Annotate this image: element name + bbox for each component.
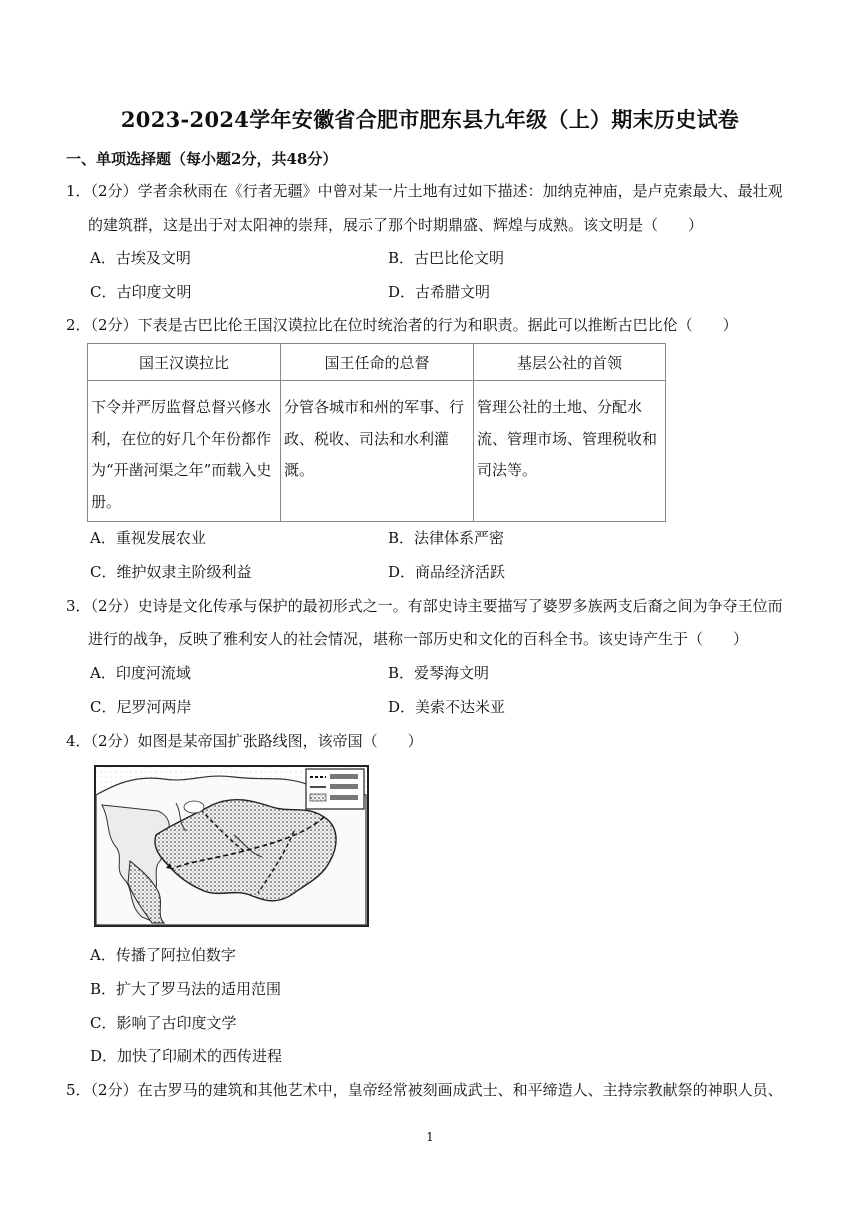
- table-cell: 下令并严厉监督总督兴修水利，在位的好几个年份都作为“开凿河渠之年”而载入史册。: [88, 381, 281, 522]
- page-title: 2023-2024学年安徽省合肥市肥东县九年级（上）期末历史试卷: [120, 107, 740, 132]
- question-3-stem-cont: 进行的战争，反映了雅利安人的社会情况，堪称一部历史和文化的百科全书。该史诗产生于（ ）: [88, 630, 749, 648]
- question-3-option-a: A．印度河流域: [90, 664, 191, 682]
- table-header-cell: 国王任命的总督: [281, 344, 474, 381]
- question-2-option-a: A．重视发展农业: [90, 529, 206, 547]
- map-illustration: [94, 765, 369, 927]
- question-3-option-c: C．尼罗河两岸: [90, 698, 192, 716]
- question-2-option-b: B．法律体系严密: [388, 529, 505, 547]
- table-cell: 管理公社的土地、分配水流、管理市场、管理税收和司法等。: [474, 381, 666, 522]
- table-header-cell: 基层公社的首领: [474, 344, 666, 381]
- question-4-option-c: C．影响了古印度文学: [90, 1014, 237, 1032]
- question-1-option-d: D．古希腊文明: [388, 283, 491, 301]
- question-4-stem: 4．（2分）如图是某帝国扩张路线图，该帝国（ ）: [66, 732, 423, 750]
- question-5-stem: 5．（2分）在古罗马的建筑和其他艺术中，皇帝经常被刻画成武士、和平缔造人、主持宗教献祭的神职人员、: [66, 1081, 783, 1099]
- question-3-option-b: B．爱琴海文明: [388, 664, 490, 682]
- question-1-stem: 1．（2分）学者余秋雨在《行者无疆》中曾对某一片土地有过如下描述：加纳克神庙，是卢克索最大、最壮观: [66, 182, 783, 200]
- question-1-option-c: C．古印度文明: [90, 283, 192, 301]
- table-row: [88, 381, 666, 522]
- page-number: 1: [426, 1130, 434, 1144]
- section-title: 一、单项选择题（每小题2分，共48分）: [66, 150, 338, 168]
- question-1-stem-cont: 的建筑群，这是出于对太阳神的崇拜，展示了那个时期鼎盛、辉煌与成熟。该文明是（ ）: [88, 216, 704, 234]
- table-cell: 分管各城市和州的军事、行政、税收、司法和水利灌溉。: [281, 381, 474, 522]
- question-3-option-d: D．美索不达米亚: [388, 698, 506, 716]
- question-3-stem: 3．（2分）史诗是文化传承与保护的最初形式之一。有部史诗主要描写了婆罗多族两支后裔之间为争夺王位而: [66, 597, 783, 615]
- question-4-option-a: A．传播了阿拉伯数字: [90, 946, 236, 964]
- table-header-row: [88, 344, 666, 381]
- empire-expansion-map: [94, 765, 369, 927]
- question-2-table: [87, 343, 666, 522]
- question-2-option-d: D．商品经济活跃: [388, 563, 506, 581]
- question-4-option-d: D．加快了印刷术的西传进程: [90, 1047, 283, 1065]
- question-2-stem: 2．（2分）下表是古巴比伦王国汉谟拉比在位时统治者的行为和职责。据此可以推断古巴比伦（ ）: [66, 316, 738, 334]
- question-2-option-c: C．维护奴隶主阶级利益: [90, 563, 252, 581]
- table-header-cell: 国王汉谟拉比: [88, 344, 281, 381]
- question-4-option-b: B．扩大了罗马法的适用范围: [90, 980, 282, 998]
- question-1-option-b: B．古巴比伦文明: [388, 249, 505, 267]
- question-1-option-a: A．古埃及文明: [90, 249, 191, 267]
